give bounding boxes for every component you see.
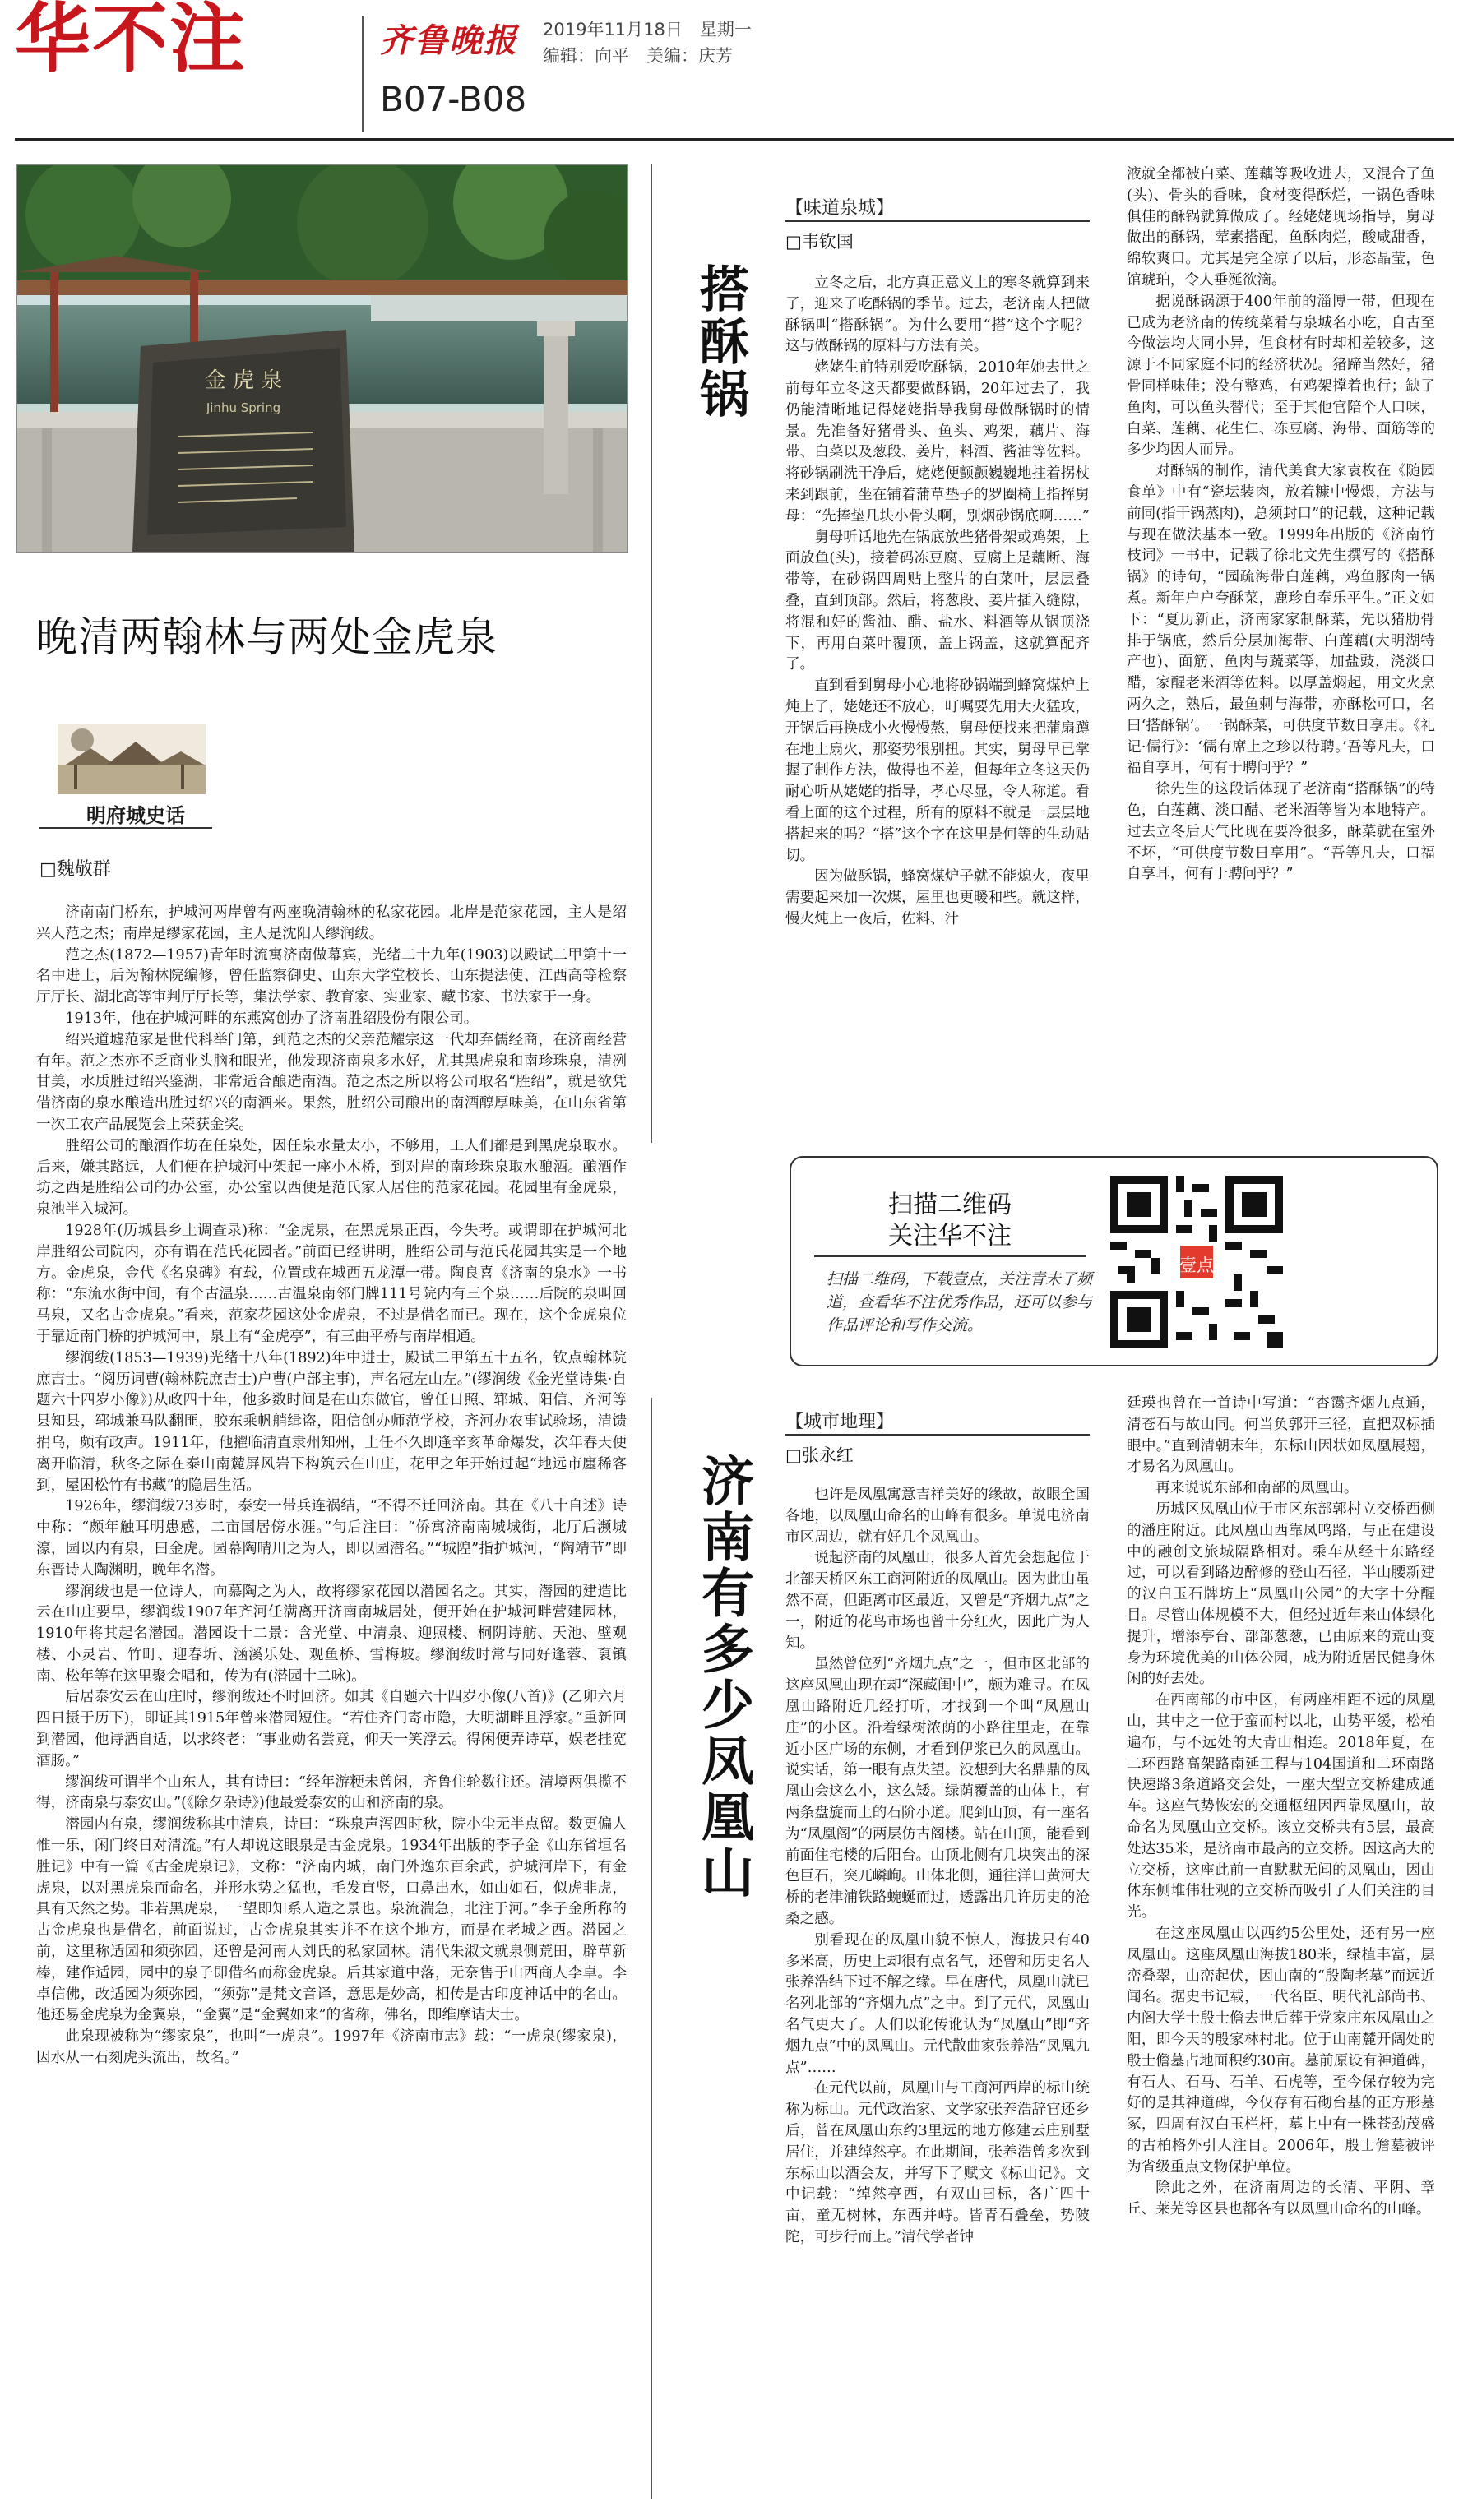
paragraph: 在这座凤凰山以西约5公里处，还有另一座凤凰山。这座凤凰山海拔180米，绿植丰富，层峦叠翠，山峦起伏，因山南的“殷陶老墓”而远近闻名。据史书记载，一代名臣、明代礼部尚书、内阁大学士殷士儋去世后葬于党家庄东凤凰山之阳，即今天的殷家林村北。位于山南麓开阔处的殷士儋墓占地面积约30亩。墓前原设有神道碑，有石人、石马、石羊、石虎等，至今保存较为完好的是其神道碑，今仅存有石砌台基的正方形墓冢，四周有汉白玉栏杆，墓上中有一株苍劲茂盛的古柏格外引人注目。2006年，殷士儋墓被评为省级重点文物保护单位。 bbox=[1127, 1925, 1435, 2176]
paragraph: 1913年，他在护城河畔的东燕窝创办了济南胜绍股份有限公司。 bbox=[65, 1010, 479, 1027]
paragraph: 姥姥生前特别爱吃酥锅，2010年她去世之前每年立冬这天都要做酥锅，20年过去了，我仍能清晰地记得姥姥指导我舅母做酥锅时的情景。先准备好猪骨头、鱼头、鸡架，藕片、海带、白菜以及葱段、姜片，料酒、酱油等佐料。将砂锅刷洗干净后，姥姥便颤颤巍巍地拄着拐杖来到跟前，坐在铺着蒲草垫子的罗圈椅上指挥舅母：“先捧垫几块小骨头啊，别烟砂锅底啊……” bbox=[785, 359, 1090, 525]
paragraph: 说起济南的凤凰山，很多人首先会想起位于北部天桥区东工商河附近的凤凰山。因为此山虽然不高，但距离市区最近，又曾是“齐烟九点”之一，附近的花鸟市场也曾十分红火，因此广为人知。 bbox=[785, 1550, 1090, 1652]
masthead-rule bbox=[15, 138, 1454, 141]
paragraph: 济南南门桥东，护城河两岸曾有两座晚清翰林的私家花园。北岸是范家花园，主人是绍兴人范之杰；南岸是缪家花园，主人是沈阳人缪润绂。 bbox=[36, 904, 627, 942]
paragraph: 徐先生的这段话体现了老济南“搭酥锅”的特色，白莲藕、淡口醋、老米酒等皆为本地特产。过去立冬后天气比现在要冷很多，酥菜就在室外不坏，“可供度节数日享用”。“吾等凡夫，口福自享耳，何有于聘问乎？” bbox=[1127, 781, 1435, 883]
paragraph: 对酥锅的制作，清代美食大家袁枚在《随园食单》中有“瓷坛装肉，放着糠中慢煨，方法与前同(指干锅蒸肉)，总须封口”的记载，这种记载与现在做法基本一致。1999年出版的《济南竹枝词》一书中，记载了徐北文先生撰写的《搭酥锅》的诗句，“园疏海带白莲藕，鸡鱼豚肉一锅煮。新年户户夸酥菜，鹿珍自奉乐平生。”正文如下：“夏历新正，济南家家制酥菜，先以猪肋骨排于锅底，然后分层加海带、白莲藕(大明湖特产也)、面筋、鱼肉与蔬菜等，加盐豉，浇淡口醋，家醒老米酒等佐料。以厚盖焖起，用文火烹两久之，熟后，最鱼刺与海带，亦酥松可口，名曰‘搭酥锅’。一锅酥菜，可供度节数日享用。《礼记·儒行》：‘儒有席上之珍以待聘。’吾等凡夫，口福自享耳，何有于聘问乎？” bbox=[1127, 463, 1435, 777]
newspaper-logo: 齐鲁晚报 bbox=[380, 21, 518, 60]
column-divider bbox=[651, 164, 652, 1143]
paragraph: 因为做酥锅，蜂窝煤炉子就不能熄火，夜里需要起来加一次煤，屋里也更暖和些。就这样，慢火炖上一夜后，佐料、汁 bbox=[785, 868, 1090, 927]
paragraph: 历城区凤凰山位于市区东部郭村立交桥西侧的潘庄附近。此凤凰山西靠凤鸣路，与正在建设中的融创文旅城隔路相对。乘车从经十东路经过，可以看到路边醉修的登山石径，半山腰新建的汉白玉石牌坊上“凤凰山公园”的大字十分醒目。尽管山体规模不大，但经过近年来山体绿化提升，增添亭台、部部葱葱，已由原来的荒山变身为环境优美的山体公园，成为附近居民健身休闲的好去处。 bbox=[1127, 1500, 1435, 1688]
paragraph: 此泉现被称为“缪家泉”，也叫“一虎泉”。1997年《济南市志》载：“一虎泉(缪家泉)，因水从一石刻虎头流出，故名。” bbox=[36, 2028, 627, 2067]
paragraph: 后居泰安云在山庄时，缪润绂还不时回济。如其《自题六十四岁小像(八首)》(乙卯六月四日摄于历下)，即证其1915年曾来潜园短住。“若住齐门寄市隐，大明湖畔且浮家。”重新回到潜园，他诗酒自适，以求终老：“事业勋名尝竟，仰天一笑浮云。得闲便弄诗草，娱老挂宽酒肠。” bbox=[36, 1689, 627, 1769]
svg-text:金 虎 泉: 金 虎 泉 bbox=[204, 368, 283, 393]
masthead-divider bbox=[362, 16, 364, 132]
paragraph: 缪润绂(1853—1939)光绪十八年(1892)年中进士，殿试二甲第五十五名，钦点翰林院庶吉士。“阅历词曹(翰林院庶吉士)户曹(户部主事)，声名冠左山左。”(缪润绂《金光堂诗集·自题六十四岁小像》)从政四十年，他多数时间是在山东做官，曾任日照、郓城、阳信、齐河等县知县，郓城兼马队翻匪，胶东乘帆艄缉盗，阳信创办师范学校，齐河办农事试验场，清馈捐乌，颇有政声。1911年，他擢临清直隶州知州，上任不久即逢辛亥革命爆发，次年春天便离开临清，秋冬之际在泰山南麓屏风岩下构筑云在山庄，花甲之年开始过起“地远市廛稀客到，屋困松竹有书藏”的隐居生活。 bbox=[36, 1349, 627, 1494]
issue-date: 2019年11月18日 星期一 bbox=[543, 20, 752, 39]
svg-text:Jinhu Spring: Jinhu Spring bbox=[206, 400, 281, 415]
paragraph: 立冬之后，北方真正意义上的寒冬就算到来了，迎来了吃酥锅的季节。过去，老济南人把做酥锅叫“搭酥锅”。为什么要用“搭”这个字呢？这与做酥锅的原料与方法有关。 bbox=[785, 275, 1090, 355]
paragraph: 液就全都被白菜、莲藕等吸收进去，又混合了鱼(头)、骨头的香味，食材变得酥烂，一锅色香味俱佳的酥锅就算做成了。经姥姥现场指导，舅母做出的酥锅，荤素搭配，鱼酥肉烂，酸咸甜香，绵软爽口。尤其是完全凉了以后，形态晶莹，色馆琥珀，令人垂涎欲滴。 bbox=[1127, 166, 1435, 289]
column-rule bbox=[39, 827, 212, 829]
paragraph: 除此之外，在济南周边的长清、平阴、章丘、莱芜等区县也都各有以凤凰山命名的山峰。 bbox=[1127, 2180, 1435, 2218]
article-headline-vertical: 济南有多少凤凰山 bbox=[692, 1454, 753, 1901]
paragraph: 在元代以前，凤凰山与工商河西岸的标山统称为标山。元代政治家、文学家张养浩辞官还乡后，曾在凤凰山东约3里远的地方修建云庄别墅居住，并建绰然亭。在此期间，张养浩曾多次到东标山以酒会友，并写下了赋文《标山记》。文中记载：“绰然亭西，有双山曰标，各广四十亩，童无树林，东西并峙。皆青石叠垒，势陂陀，可步行而上。”清代学者钟 bbox=[785, 2080, 1090, 2245]
paragraph: 直到看到舅母小心地将砂锅端到蜂窝煤炉上炖上了，姥姥还不放心，叮嘱要先用大火猛攻，开锅后再换成小火慢慢熬，舅母便找来把蒲扇蹲在地上扇火，那姿势很别扭。其实，舅母早已掌握了制作方法，做得也不差，但每年立冬这天仍耐心听从姥姥的指导，孝心尽显，令人称道。看看上面的这个过程，所有的原料不就是一层层地搭起来的吗？“搭”这个字在这里是何等的生动贴切。 bbox=[785, 677, 1090, 864]
author-byline: □魏敬群 bbox=[39, 859, 111, 880]
author-byline: □韦钦国 bbox=[785, 232, 854, 252]
paragraph: 再来说说东部和南部的凤凰山。 bbox=[1155, 1480, 1359, 1497]
article-column bbox=[785, 1485, 1090, 2249]
paragraph: 潜园内有泉，缪润绂称其中清泉，诗曰：“珠泉声泻四时秋，院小尘无半点留。数更偏人惟一乐，闲门终日对清流。”有人却说这眼泉是古金虎泉。1934年出版的李子金《山东省垣名胜记》中有一篇《古金虎泉记》，文称：“济南内城，南门外逸东百余武，护城河岸下，有金虎泉，以对黑虎泉而命名，并形水势之猛也，毛发直竖，口鼻出水，如山如石，似虎非虎，具有天然之势。非若黑虎泉，一望即知系人造之景也。泉流湍急，北注于河。”李子金所称的古金虎泉也是借名，前面说过，古金虎泉其实并不在这个地方，而是在老城之西。潜园之前，这里称适园和须弥园，还曾是河南人刘氏的私家园林。清代朱淑文就泉侧荒田，辟草新榛，建作适园，园中的泉子即借名而称金虎泉。后其家道中落，无奈售于山西商人李卓。李卓信佛，改适园为须弥园，“须弥”是梵文音译，意思是妙高，相传是古印度神话中的名山。他还易金虎泉为金翼泉，“金翼”是“金翼如来”的省称，佛名，即维摩诘大士。 bbox=[36, 1816, 627, 2024]
column-thumbnail bbox=[58, 724, 206, 794]
paragraph: 在西南部的市中区，有两座相距不远的凤凰山，其中之一位于蛮而村以北，山势平缓，松柏遍布，与不远处的大青山相连。2018年夏，在二环西路高架路南延工程与104国道和二环南路快速路3条道路交会处，一座大型立交桥建成通车。这座气势恢宏的交通枢纽因西靠凤凰山，故命名为凤凰山立交桥。该立交桥共有5层，最高处达35米，是济南市最高的立交桥。因这高大的立交桥，这座此前一直默默无闻的凤凰山，因山体东侧堆伟壮观的立交桥而吸引了人们关注的目光。 bbox=[1127, 1692, 1435, 1921]
paragraph: 胜绍公司的酿酒作坊在任泉处，因任泉水量太小，不够用，工人们都是到黑虎泉取水。后来，嫌其路远，人们便在护城河中架起一座小木桥，到对岸的南珍珠泉取水酿酒。酿酒作坊之西是胜绍公司的办公室，办公室以西便是范氏家人居住的范家花园。花园里有金虎泉，泉池半入城河。 bbox=[36, 1137, 627, 1218]
column-divider bbox=[651, 1398, 652, 2499]
paragraph: 缪润绂也是一位诗人，向慕陶之为人，故将缪家花园以潜园名之。其实，潜园的建造比云在山庄要早，缪润绂1907年齐河任满离开济南南城居处，便开始在护城河畔营建园林，1910年将其起名潜园。潜园设十二景：含光堂、中清泉、迎照楼、桐阴诗舫、天池、壁观楼、小灵岩、竹町、迎春圻、涵溪乐处、观鱼桥、雪梅坡。缪润绂时常与同好逢蓉、裒镇南、松年等在这里聚会唱和，传为有(潜园十二咏)。 bbox=[36, 1583, 627, 1685]
paragraph: 也许是凤凰寓意吉祥美好的缘故，故眼全国各地，以凤凰山命名的山峰有很多。单说电济南市区周边，就有好几个凤凰山。 bbox=[785, 1487, 1090, 1546]
article-body bbox=[36, 903, 627, 2069]
paragraph: 虽然曾位列“齐烟九点”之一，但市区北部的这座凤凰山现在却“深藏闺中”，颇为难寻。在凤凰山路附近几经打听，才找到一个叫“凤凰山庄”的小区。沿着绿树浓荫的小路往里走，在靠近小区广场的东侧，才看到伊浆已久的凤凰山。说实话，第一眼有点失望。没想到大名鼎鼎的凤凰山会这么小，这么矮。绿荫覆盖的山体上，有两条盘旋而上的石阶小道。爬到山顶，有一座名为“凤凰阁”的两层仿古阁楼。站在山顶，能看到前面住宅楼的后阳台。山顶北侧有几块突出的深色巨石，突兀嶙峋。山体北侧，通往洋口黄河大桥的老津浦铁路蜿蜒而过，透露出几许历史的沧桑之感。 bbox=[785, 1656, 1090, 1927]
qr-heading: 关注华不注 bbox=[888, 1222, 1012, 1251]
author-byline: □张永红 bbox=[785, 1445, 854, 1465]
paragraph: 范之杰(1872—1957)青年时流寓济南做幕宾，光绪二十九年(1903)以殿试二甲第十一名中进士，后为翰林院编修，曾任监察御史、山东大学堂校长、山东提法使、江西高等检察厅厅长、湖北高等审判厅厅长等，集法学家、教育家、实业家、藏书家、书法家于一身。 bbox=[36, 946, 627, 1006]
editor-credits: 编辑：向平 美编：庆芳 bbox=[543, 46, 733, 66]
qr-logo-text: 壹点 bbox=[1179, 1255, 1214, 1275]
paragraph: 廷瑛也曾在一首诗中写道：“杏霭齐烟九点通，清苍石与故山同。何当负郭开三径，直把双标插眼中。”直到清朝末年，东标山因状如凤凰展翅，才易名为凤凰山。 bbox=[1127, 1395, 1435, 1476]
section-title: 华不注 bbox=[15, 0, 248, 83]
paragraph: 据说酥锅源于400年前的淄博一带，但现在已成为老济南的传统菜肴与泉城名小吃，自古至今做法均大同小异，但食材有时却相差较多，这源于不同家庭不同的经济状况。猪蹄当然好，猪骨同样味佳；没有整鸡，有鸡架撑着也行；缺了鱼肉，可以鱼头替代；至于其他官陪个人口味，白菜、莲藕、花生仁、冻豆腐、海带、面筋等的多少均因人而异。 bbox=[1127, 293, 1435, 459]
tag-rule bbox=[785, 220, 1090, 222]
article-column bbox=[1127, 164, 1435, 885]
paragraph: 绍兴道墟范家是世代科举门第，到范之杰的父亲范耀宗这一代却弃儒经商，在济南经营有年。范之杰亦不乏商业头脑和眼光，他发现济南泉多水好，尤其黑虎泉和南珍珠泉，清冽甘美，水质胜过绍兴鉴湖，非常适合酿造南酒。范之杰之所以将公司取名“胜绍”，就是欲凭借济南的泉水酿造出胜过绍兴的南酒来。果然，胜绍公司酿出的南酒醇厚味美，在山东省第一次工农产品展览会上荣获金奖。 bbox=[36, 1031, 627, 1133]
page-numbers: B07-B08 bbox=[380, 79, 527, 119]
section-tag: 【味道泉城】 bbox=[785, 198, 895, 219]
article-headline-vertical: 搭酥锅 bbox=[692, 263, 749, 421]
article-headline: 晚清两翰林与两处金虎泉 bbox=[36, 613, 498, 661]
tag-rule bbox=[785, 1434, 1090, 1436]
jinhu-spring-photo bbox=[16, 164, 628, 553]
paragraph: 舅母听话地先在锅底放些猪骨架或鸡架，上面放鱼(头)，接着码冻豆腐、豆腐上是藕断、海带等，在砂锅四周贴上整片的白菜叶，层层叠叠，直到顶部。然后，将葱段、姜片插入缝隙，将混和好的酱油、醋、盐水、料酒等从锅顶浇下，再用白菜叶覆顶，盖上锅盖，这就算配齐了。 bbox=[785, 529, 1090, 673]
column-name: 明府城史话 bbox=[86, 804, 185, 827]
article-column bbox=[785, 273, 1090, 931]
qr-heading: 扫描二维码 bbox=[888, 1191, 1012, 1219]
qr-description: 扫描二维码，下载壹点，关注青未了频道，查看华不注优秀作品，还可以参与作品评论和写作交流。 bbox=[827, 1270, 1093, 1334]
section-tag: 【城市地理】 bbox=[785, 1412, 895, 1432]
qr-code-icon[interactable] bbox=[1110, 1176, 1283, 1348]
paragraph: 缪润绂可谓半个山东人，其有诗曰：“经年游粳未曾闲，齐鲁住轮数往还。清境两俱揽不得，济南泉与泰安山。”(《除夕杂诗》)他最爱泰安的山和济南的泉。 bbox=[36, 1773, 627, 1812]
paragraph: 1928年(历城县乡土调查录)称：“金虎泉，在黑虎泉正西，今失考。或谓即在护城河北岸胜绍公司院内，亦有谓在范氏花园者。”前面已经讲明，胜绍公司与范氏花园其实是一个地方。金虎泉，金代《名泉碑》有载，位置或在城西五龙潭一带。陶良喜《济南的泉水》一书称：“东流水街中间，有个古温泉……古温泉南邻门牌111号院内有三个泉……后院的泉叫回马泉，又名古金虎泉。”看来，范家花园这处金虎泉，不过是借名而已。现在，这个金虎泉位于靠近南门桥的护城河中，泉上有“金虎亭”，有三曲平桥与南岸相通。 bbox=[36, 1222, 627, 1345]
article-column bbox=[1127, 1394, 1435, 2221]
qr-rule bbox=[814, 1255, 1086, 1257]
paragraph: 别看现在的凤凰山貌不惊人，海拔只有40多米高，历史上却很有点名气，还曾和历史名人张养浩结下过不解之缘。早在唐代，凤凰山就已名列北部的“齐烟九点”之中。到了元代，凤凰山名气更大了。人们以讹传讹认为“凤凰山”即“齐烟九点”中的凤凰山。元代散曲家张养浩“凤凰九点”…… bbox=[785, 1931, 1090, 2076]
paragraph: 1926年，缪润绂73岁时，泰安一带兵连祸结，“不得不迁回济南。其在《八十自述》诗中称：“颇年触耳明患感，二亩国居傍水涯。”句后注曰：“侨寓济南南城城街，北厅后濒城濠，园以内有泉，曰金虎。园幕陶晴川之为人，即以园潜名。”“城隍”指护城河，“陶靖节”即东晋诗人陶渊明，晚年名潜。 bbox=[36, 1498, 627, 1579]
